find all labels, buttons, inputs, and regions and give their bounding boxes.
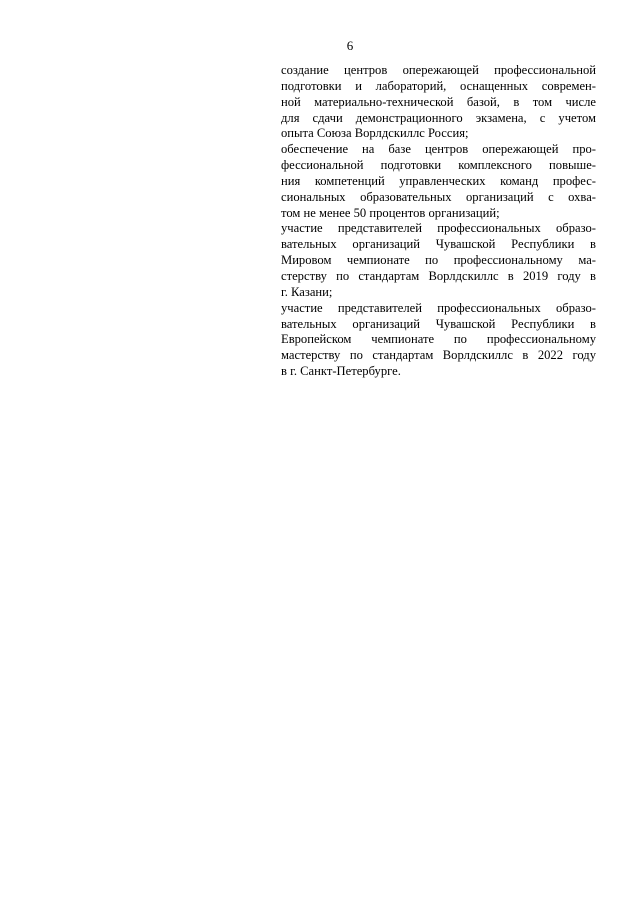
paragraph-competence [281, 142, 596, 221]
text-line: создание центров опережающей профессиональной [281, 63, 596, 77]
text-line: том не менее 50 процентов организаций; [281, 205, 500, 220]
text-line: участие представителей профессиональных образо- [281, 300, 596, 315]
document-body [281, 63, 596, 380]
text-line: стерству по стандартам Ворлдскиллс в 2019 году в [281, 268, 596, 283]
text-line: г. Казани; [281, 284, 333, 299]
text-line: фессиональной подготовки комплексного повыше- [281, 158, 596, 173]
text-line: Мировом чемпионате по профессиональному ма- [281, 253, 596, 268]
text-line: опыта Союза Ворлдскиллс Россия; [281, 126, 469, 141]
text-line: ной материально-технической базой, в том числе [281, 94, 596, 109]
text-line: Европейском чемпионате по профессиональному [281, 332, 596, 347]
text-line: для сдачи демонстрационного экзамена, с учетом [281, 110, 596, 125]
text-line: мастерству по стандартам Ворлдскиллс в 2022 году [281, 348, 596, 363]
text-line: вательных организаций Чувашской Республики в [281, 237, 596, 252]
text-line: сиональных образовательных организаций с охва- [281, 189, 596, 204]
text-line: в г. Санкт-Петербурге. [281, 364, 401, 379]
text-line: вательных организаций Чувашской Республики в [281, 316, 596, 331]
page-number: 6 [346, 38, 354, 53]
text-line: обеспечение на базе центров опережающей про- [281, 142, 596, 157]
text-line: участие представителей профессиональных образо- [281, 221, 596, 236]
text-line: ния компетенций управленческих команд профес- [281, 173, 596, 188]
text-line: подготовки и лабораторий, оснащенных современ- [281, 78, 596, 93]
paragraph-european-championship [281, 301, 596, 380]
paragraph-world-championship [281, 221, 596, 300]
paragraph-centers [281, 63, 596, 142]
